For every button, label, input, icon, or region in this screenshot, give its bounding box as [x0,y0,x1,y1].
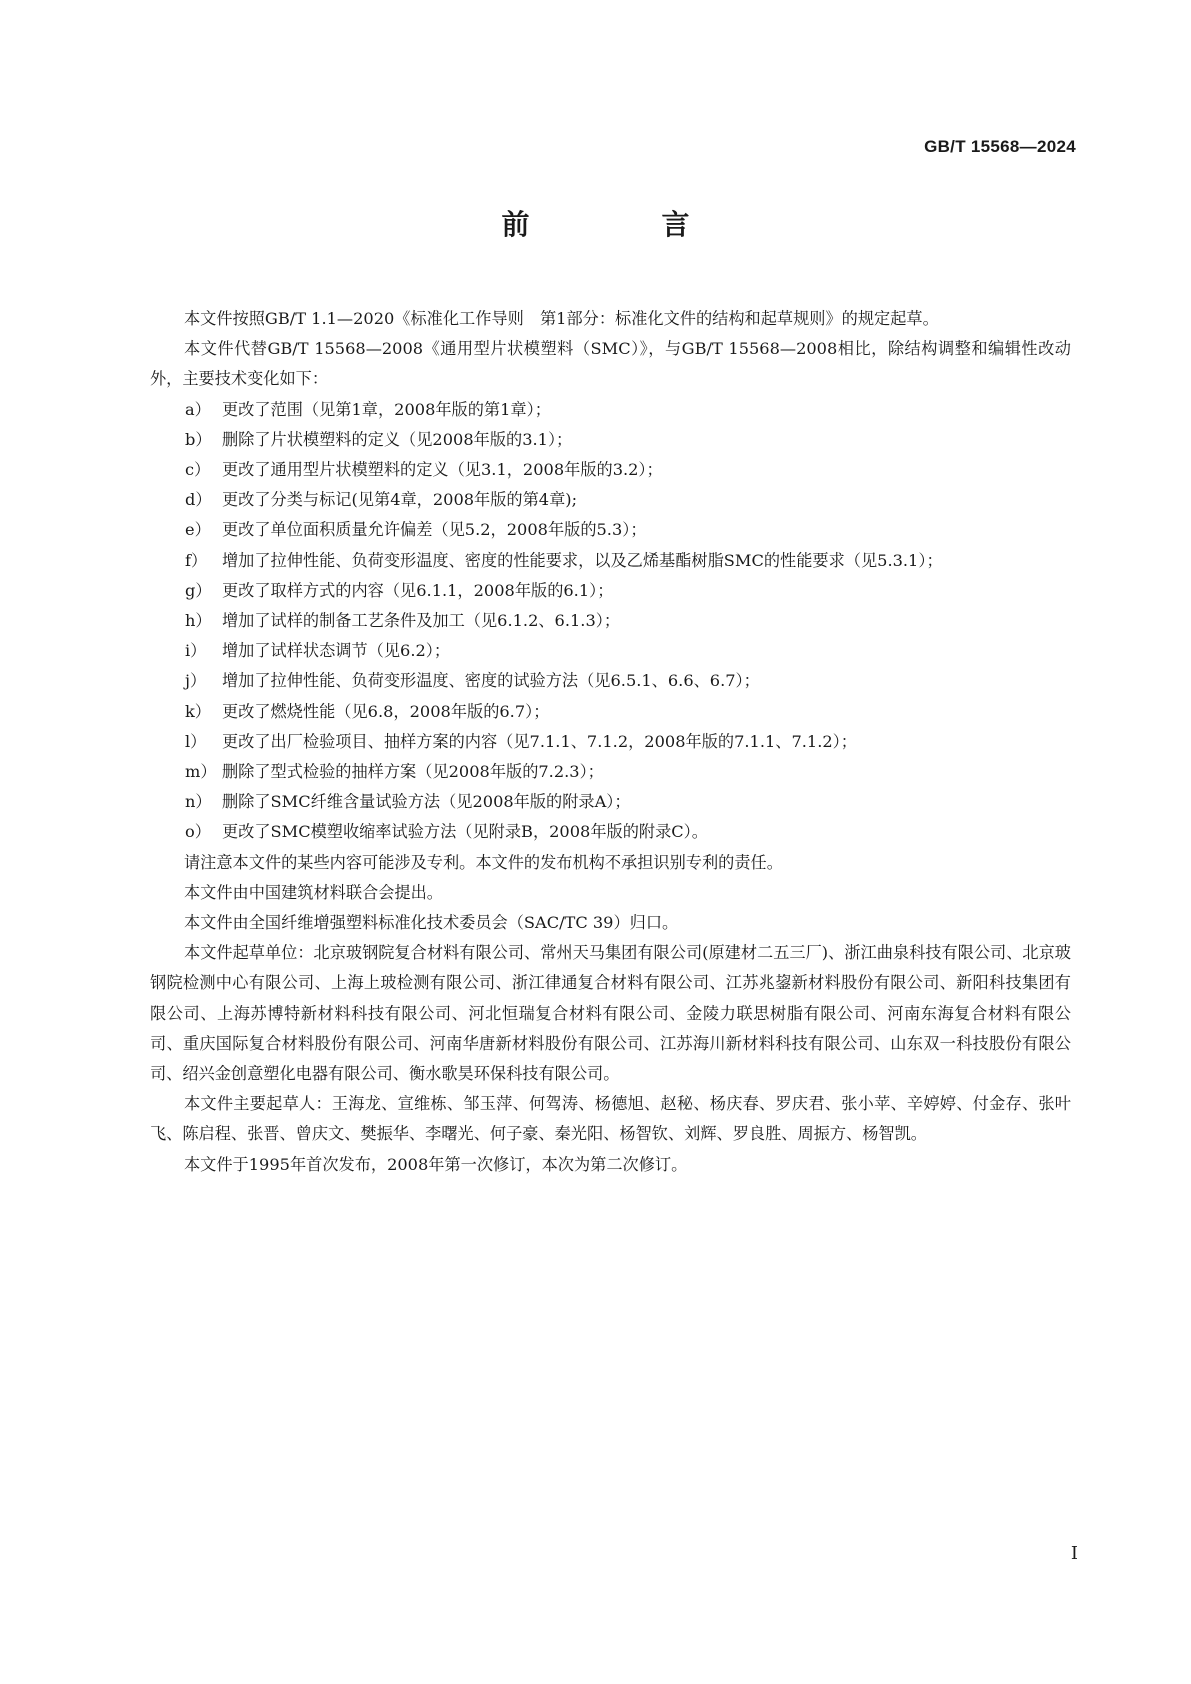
list-item-text: 更改了分类与标记(见第4章，2008年版的第4章); [222,490,578,510]
foreword-body [150,304,1071,1180]
list-item-text: 更改了燃烧性能（见6.8，2008年版的6.7）； [222,701,550,721]
list-item [150,606,1071,636]
list-item-label: f） [185,550,208,570]
list-item [150,666,1071,696]
list-item-label: c） [185,460,211,480]
list-item-label: a） [185,399,211,419]
list-item-label: n） [185,792,212,812]
list-item-text: 更改了通用型片状模塑料的定义（见3.1，2008年版的3.2）； [222,460,663,480]
list-item-label: i） [185,641,207,661]
list-item-label: j） [185,671,207,691]
list-item-text: 增加了拉伸性能、负荷变形温度、密度的试验方法（见6.5.1、6.6、6.7）； [222,671,760,691]
list-item-label: l） [185,731,207,751]
list-item-text: 更改了出厂检验项目、抽样方案的内容（见7.1.1、7.1.2，2008年版的7.1.1、7.1.2）； [222,731,857,751]
list-item-label: d） [185,490,212,510]
list-item [150,395,1071,425]
list-item-label: g） [185,580,212,600]
list-item-label: m） [185,762,217,782]
list-item-label: h） [185,611,212,631]
list-item [150,576,1071,606]
list-item [150,425,1071,455]
list-item-text: 删除了型式检验的抽样方案（见2008年版的7.2.3）； [222,762,604,782]
list-item [150,515,1071,545]
list-item [150,787,1071,817]
list-item [150,817,1071,847]
list-item [150,636,1071,666]
proposer-paragraph: 本文件由中国建筑材料联合会提出。 [184,882,443,902]
list-item-label: e） [185,520,211,540]
list-item-text: 更改了范围（见第1章，2008年版的第1章）； [222,399,551,419]
list-item-text: 增加了试样的制备工艺条件及加工（见6.1.2、6.1.3）； [222,611,621,631]
patent-notice: 请注意本文件的某些内容可能涉及专利。本文件的发布机构不承担识别专利的责任。 [184,852,783,872]
list-item-label: b） [185,429,212,449]
standard-number: GB/T 15568—2024 [924,137,1076,156]
list-item [150,485,1071,515]
list-item [150,727,1071,757]
list-item [150,697,1071,727]
list-item-text: 增加了试样状态调节（见6.2）； [222,641,451,661]
drafting-units-paragraph: 本文件起草单位：北京玻钢院复合材料有限公司、常州天马集团有限公司(原建材二五三厂)、浙江曲泉科技有限公司、北京玻钢院检测中心有限公司、上海上玻检测有限公司、浙江律通复合材料有限公司、江苏兆鋆新材料股份有限公司、新阳科技集团有限公司、上海苏博特新材料科技有限公司、河北恒瑞复合材料有限公司、金陵力联思树脂有限公司、河南东海复合材料有限公司、重庆国际复合材料股份有限公司、河南华唐新材料股份有限公司、江苏海川新材料科技有限公司、山东双一科技股份有限公司、绍兴金创意塑化电器有限公司、衡水歌昊环保科技有限公司。 [150,943,1071,1084]
intro-paragraph: 本文件按照GB/T 1.1—2020《标准化工作导则 第1部分：标准化文件的结构和起草规则》的规定起草。 [184,309,939,328]
list-item-text: 删除了SMC纤维含量试验方法（见2008年版的附录A）； [222,792,631,812]
page-number: I [1070,1543,1078,1564]
list-item-label: o） [185,822,211,842]
list-item-text: 删除了片状模塑料的定义（见2008年版的3.1）； [222,429,573,449]
list-item-text: 更改了取样方式的内容（见6.1.1，2008年版的6.1）； [222,580,614,600]
list-item-text: 增加了拉伸性能、负荷变形温度、密度的性能要求，以及乙烯基酯树脂SMC的性能要求（见5.3.1）； [222,550,943,570]
list-item-label: k） [185,701,211,721]
intro-paragraph: 本文件代替GB/T 15568—2008《通用型片状模塑料（SMC）》，与GB/T 15568—2008相比，除结构调整和编辑性改动外，主要技术变化如下： [150,339,1071,389]
drafters-paragraph: 本文件主要起草人：王海龙、宣维栋、邹玉萍、何驾涛、杨德旭、赵秘、杨庆春、罗庆君、张小苹、辛婷婷、付金存、张叶飞、陈启程、张晋、曾庆文、樊振华、李曙光、何子豪、秦光阳、杨智钦、刘辉、罗良胜、周振方、杨智凯。 [150,1094,1071,1144]
list-item [150,546,1071,576]
list-item-text: 更改了单位面积质量允许偏差（见5.2，2008年版的5.3）； [222,520,647,540]
changes-list [150,395,1071,848]
list-item [150,757,1071,787]
committee-paragraph: 本文件由全国纤维增强塑料标准化技术委员会（SAC/TC 39）归口。 [184,913,679,933]
page-title: 前 言 [501,208,742,241]
history-paragraph: 本文件于1995年首次发布，2008年第一次修订，本次为第二次修订。 [184,1154,688,1174]
list-item-text: 更改了SMC模塑收缩率试验方法（见附录B，2008年版的附录C）。 [222,822,708,842]
list-item [150,455,1071,485]
